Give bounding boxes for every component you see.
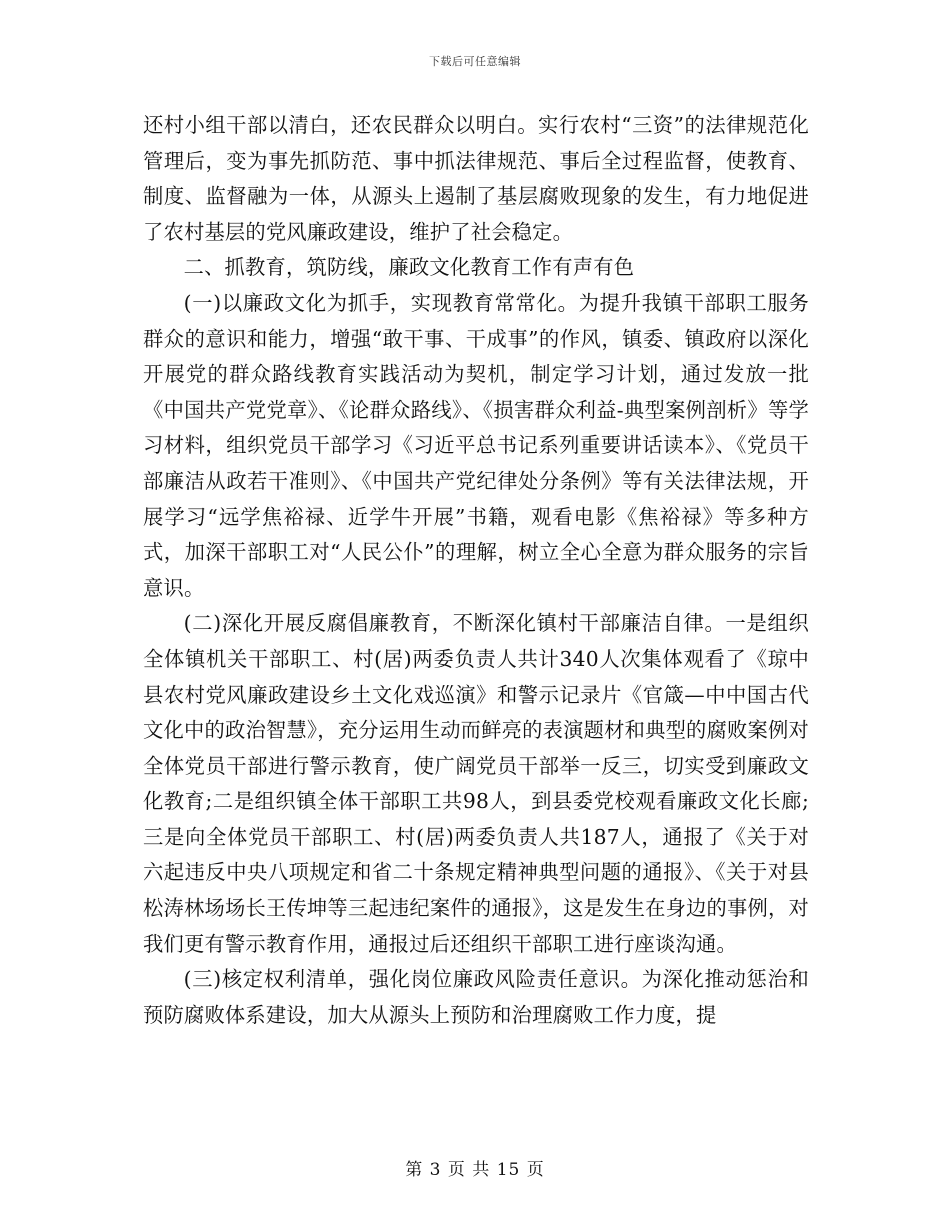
paragraph: (二)深化开展反腐倡廉教育，不断深化镇村干部廉洁自律。一是组织全体镇机关干部职工、村(居)两委负责人共计340人次集体观看了《琼中县农村党风廉政建设乡土文化戏巡演》和警示记录片《官箴—中中国古代文化中的政治智慧》，充分运用生动而鲜亮的表演题材和典型的腐败案例对全体党员干部进行警示教育，使广阔党员干部举一反三，切实受到廉政文化教育;二是组织镇全体干部职工共98人，到县委党校观看廉政文化长廊;三是向全体党员干部职工、村(居)两委负责人共187人，通报了《关于对六起违反中央八项规定和省二十条规定精神典型问题的通报》、《关于对县松涛林场场长王传坤等三起违纪案件的通报》，这是发生在身边的事例，对我们更有警示教育作用，通报过后还组织干部职工进行座谈沟通。 — [143, 611, 809, 956]
paragraph: (三)核定权利清单，强化岗位廉政风险责任意识。为深化推动惩治和预防腐败体系建设，加大从源头上预防和治理腐败工作力度，提 — [143, 967, 809, 1027]
section-heading: 二、抓教育，筑防线，廉政文化教育工作有声有色 — [183, 255, 635, 280]
paragraph: (一)以廉政文化为抓手，实现教育常常化。为提升我镇干部职工服务群众的意识和能力，增强“敢干事、干成事”的作风，镇委、镇政府以深化开展党的群众路线教育实践活动为契机，制定学习计划，通过发放一批《中国共产党党章》、《论群众路线》、《损害群众利益-典型案例剖析》等学习材料，组织党员干部学习《习近平总书记系列重要讲话读本》、《党员干部廉洁从政若干准则》、《中国共产党纪律处分条例》等有关法律法规，开展学习“远学焦裕禄、近学牛开展”书籍，观看电影《焦裕禄》等多种方式，加深干部职工对“人民公仆”的理解，树立全心全意为群众服务的宗旨意识。 — [143, 290, 809, 600]
page-header-note: 下载后可任意编辑 — [429, 55, 521, 68]
paragraph: 还村小组干部以清白，还农民群众以明白。实行农村“三资”的法律规范化管理后，变为事先抓防范、事中抓法律规范、事后全过程监督，使教育、制度、监督融为一体，从源头上遏制了基层腐败现象的发生，有力地促进了农村基层的党风廉政建设，维护了社会稳定。 — [143, 113, 809, 244]
page-number: 第 3 页 共 15 页 — [405, 1160, 545, 1180]
document-body — [143, 108, 809, 1033]
